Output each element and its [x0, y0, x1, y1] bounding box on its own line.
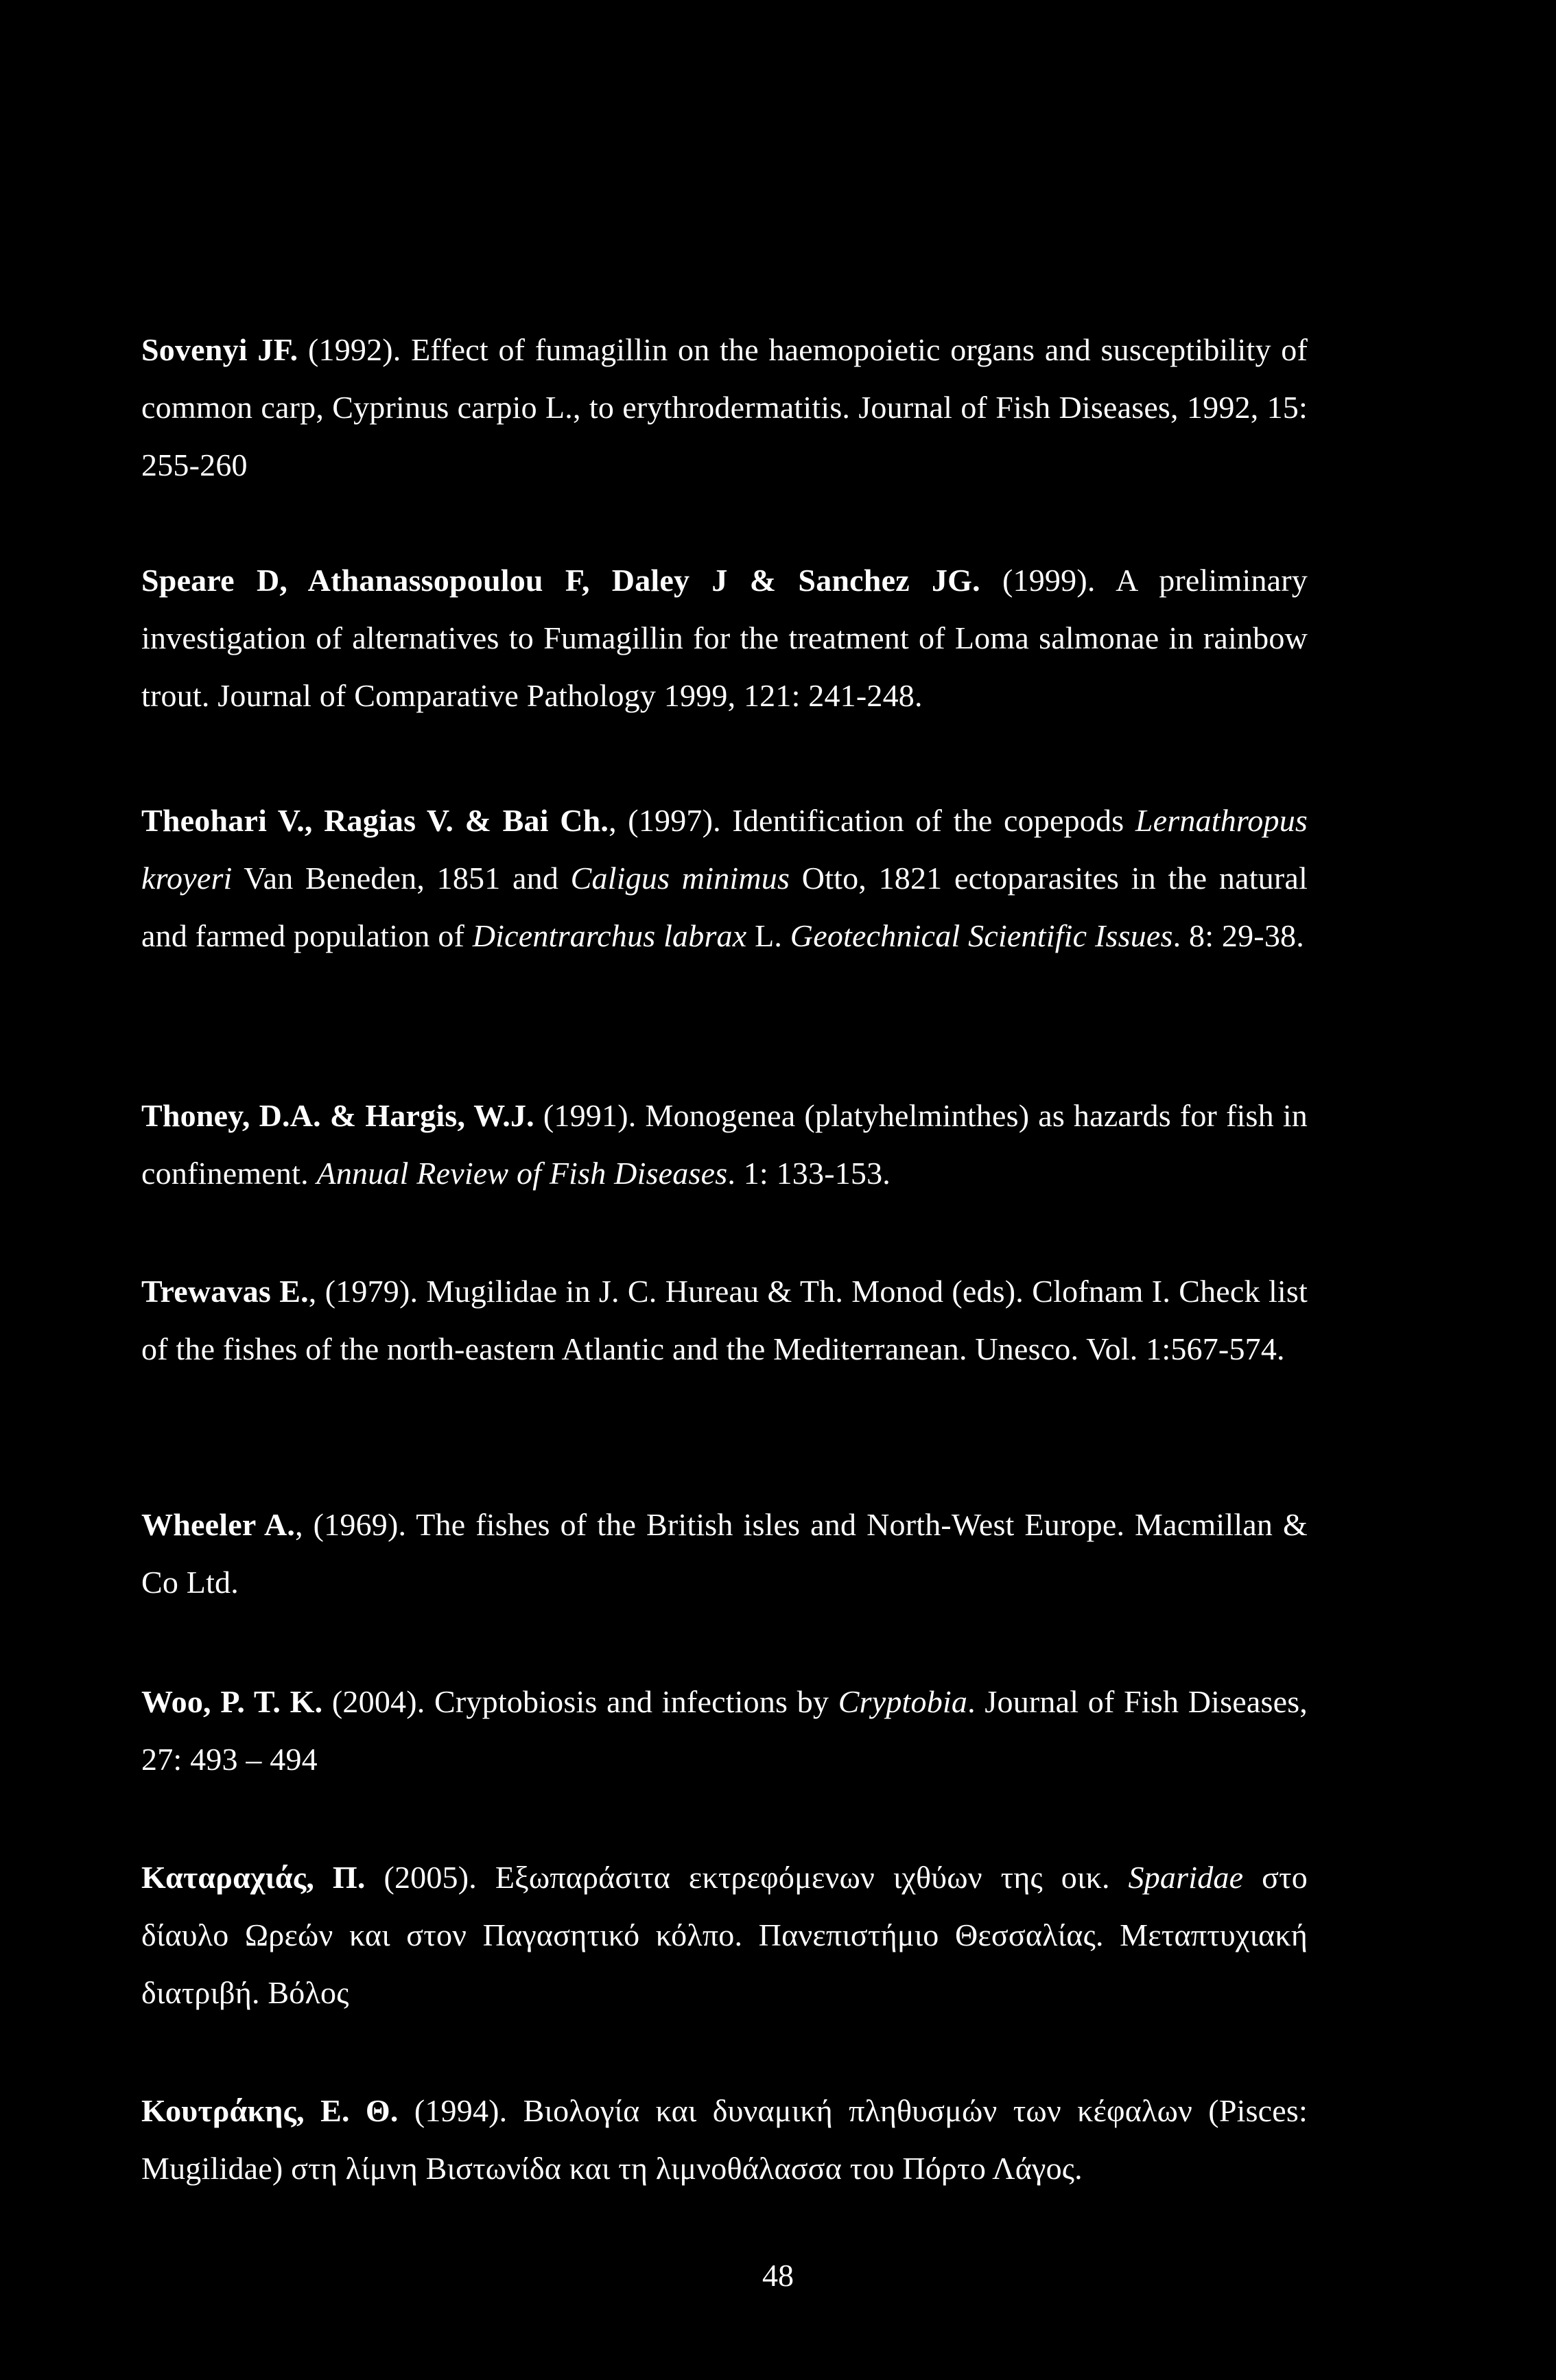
reference-authors: Thoney, D.A. & Hargis, W.J. [141, 1098, 534, 1133]
reference-woo [141, 1673, 1308, 1788]
reference-text: (2004). Cryptobiosis and infections by [322, 1684, 838, 1719]
reference-sovenyi [141, 321, 1308, 494]
reference-kataraxias [141, 1849, 1308, 2022]
reference-text: Otto, 1821 ectoparasites in the natural and farmed population of [141, 861, 1308, 953]
reference-authors: Trewavas E. [141, 1274, 309, 1309]
journal-title: Geotechnical Scientific Issues [790, 918, 1173, 953]
reference-koutrakis [141, 2082, 1308, 2197]
reference-thoney [141, 1087, 1308, 1202]
reference-text: (1991). Monogenea (platyhelminthes) as hazards for fish in confinement. [141, 1098, 1308, 1191]
reference-text: , (1969). The fishes of the British isles and North-West Europe. Macmillan & Co Ltd. [141, 1507, 1308, 1600]
reference-text: (2005). Εξωπαράσιτα εκτρεφόμενων ιχθύων της οικ. [365, 1860, 1129, 1895]
page-number: 48 [762, 2258, 794, 2293]
reference-text: . 1: 133-153. [727, 1156, 891, 1191]
species-name: Cryptobia [838, 1684, 968, 1719]
species-name: Sparidae [1128, 1860, 1244, 1895]
reference-theohari [141, 792, 1308, 965]
reference-trewavas [141, 1263, 1308, 1378]
reference-text: (1992). Effect of fumagillin on the haemopoietic organs and susceptibility of common carp, Cyprinus carpio L., to erythrodermatitis. Journal of Fish Diseases, 1992, 15: 255-260 [141, 332, 1308, 482]
reference-wheeler [141, 1496, 1308, 1611]
reference-authors: Speare D, Athanassopoulou F, Daley J & Sanchez JG. [141, 563, 980, 598]
reference-text: L. [746, 918, 790, 953]
reference-authors: Wheeler A. [141, 1507, 296, 1542]
reference-authors: Κουτράκης, Ε. Θ. [141, 2093, 399, 2128]
reference-authors: Sovenyi JF. [141, 332, 298, 367]
reference-text: , (1997). Identification of the copepods [609, 803, 1135, 838]
species-name: Caligus minimus [570, 861, 790, 896]
reference-speare [141, 552, 1308, 725]
reference-text: . Journal of Fish Diseases, 27: 493 – 494 [141, 1684, 1308, 1777]
species-name: Lernathropus kroyeri [141, 803, 1308, 896]
reference-authors: Woo, P. T. K. [141, 1684, 323, 1719]
reference-text: . 8: 29-38. [1172, 918, 1304, 953]
reference-text: , (1979). Mugilidae in J. C. Hureau & Th. Monod (eds). Clofnam I. Check list of the fishes of the north-eastern Atlantic and the Mediterranean. Unesco. Vol. 1:567-574. [141, 1274, 1308, 1366]
journal-title: Annual Review of Fish Diseases [316, 1156, 728, 1191]
reference-authors: Καταραχιάς, Π. [141, 1860, 366, 1895]
reference-text: στο δίαυλο Ωρεών και στον Παγασητικό κόλπο. Πανεπιστήμιο Θεσσαλίας. Μεταπτυχιακή διατριβή. Βόλος [141, 1860, 1308, 2010]
reference-text: Van Beneden, 1851 and [232, 861, 571, 896]
reference-text: (1999). A preliminary investigation of alternatives to Fumagillin for the treatment of Loma salmonae in rainbow trout. Journal of Comparative Pathology 1999, 121: 241-248. [141, 563, 1308, 713]
reference-authors: Theohari V., Ragias V. & Bai Ch. [141, 803, 609, 838]
reference-text: (1994). Βιολογία και δυναμική πληθυσμών των κέφαλων (Pisces: Mugilidae) στη λίμνη Βιστωνίδα και τη λιμνοθάλασσα του Πόρτο Λάγος. [141, 2093, 1308, 2186]
species-name: Dicentrarchus labrax [472, 918, 747, 953]
